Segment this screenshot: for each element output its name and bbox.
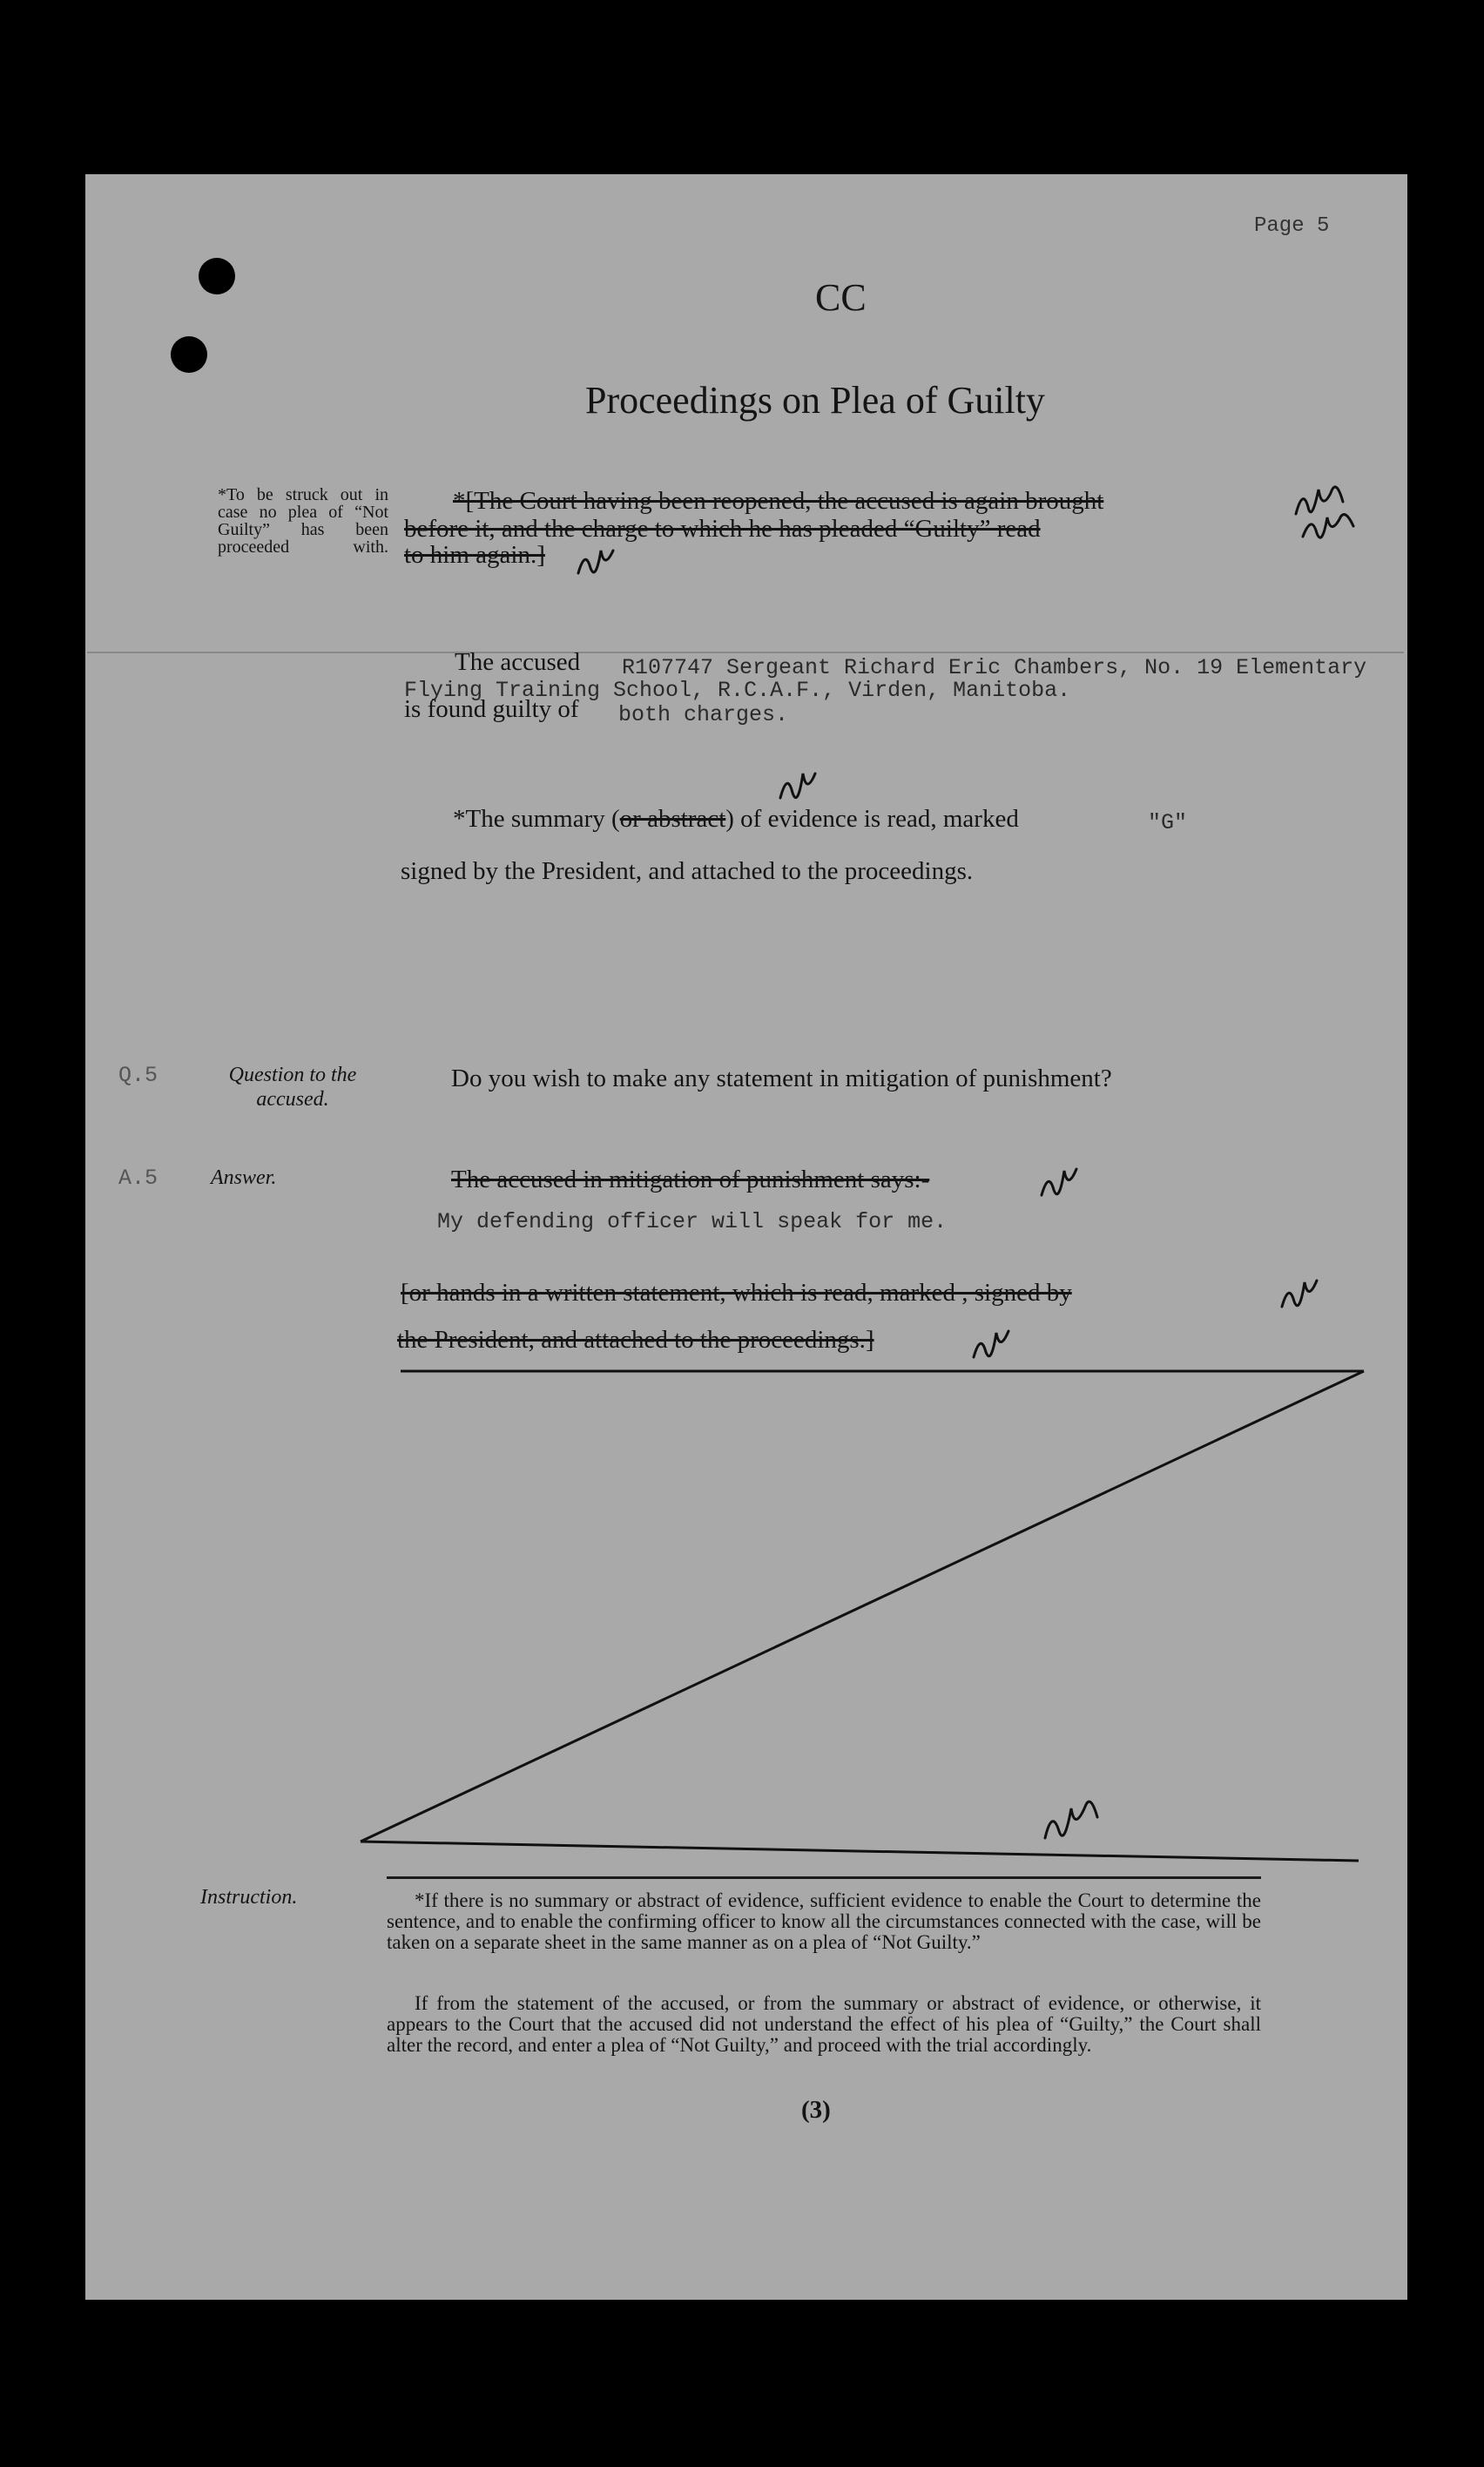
verdict-value: both charges. — [618, 702, 789, 727]
summary-mark: "G" — [1148, 810, 1188, 835]
instruction-paragraph-2: If from the statement of the accused, or from the summary or abstract of evidence, or otherwise, it appears to the Court that the accused did not understand the effect of his plea of “Guilty,” the Court shall alter the record, and enter a plea of “Not Guilty,” and proceed with the trial accordingly. — [387, 1992, 1261, 2056]
strike-off-diagonal — [361, 1371, 1364, 1842]
answer-number: A.5 — [118, 1166, 159, 1191]
finding-lead: The accused — [455, 648, 581, 676]
initials-proceedings — [974, 1331, 1008, 1357]
struck-written-statement-line-2: the President, and attached to the proceedings.] — [397, 1326, 874, 1354]
instruction-label: Instruction. — [200, 1886, 298, 1909]
strike-off-rule-bottom — [361, 1842, 1359, 1861]
accused-details-line-2: Flying Training School, R.C.A.F., Virden, Manitoba. — [404, 678, 1071, 703]
initials-written-statement — [1282, 1281, 1317, 1307]
summary-line-2: signed by the President, and attached to the proceedings. — [401, 857, 974, 885]
question-text: Do you wish to make any statement in mitigation of punishment? — [451, 1065, 1112, 1092]
margin-note: *To be struck out in case no plea of “Not Guilty” has been proceeded with. — [218, 485, 388, 557]
answer-label: Answer. — [211, 1166, 277, 1189]
struck-written-statement-line-1: [or hands in a written statement, which is read, marked , signed by — [401, 1279, 1072, 1307]
summary-text-after: ) of evidence is read, marked — [725, 805, 1019, 833]
summary-struck-abstract: or abstract — [619, 805, 726, 833]
summary-text-before: *The summary ( — [453, 805, 620, 833]
initials-summary — [780, 774, 815, 798]
instruction-paragraph-1: *If there is no summary or abstract of evidence, sufficient evidence to enable the Court to determine the sentence, and to enable the confirming officer to know all the circumstances connected with the case, will be taken on a separate sheet in the same manner as on a plea of “Not Guilty.” — [387, 1889, 1261, 1953]
initials-strike-off — [1045, 1801, 1097, 1838]
struck-reopening-line-1: *[The Court having been reopened, the accused is again brought — [453, 487, 1104, 515]
initials-reopening-3 — [578, 551, 613, 573]
question-label: Question to the accused. — [228, 1064, 357, 1111]
question-number: Q.5 — [118, 1063, 159, 1088]
struck-answer-prompt: The accused in mitigation of punishment says:- — [451, 1166, 930, 1193]
struck-reopening-line-2: before it, and the charge to which he has pleaded “Guilty” read — [404, 515, 1041, 543]
form-code: CC — [815, 276, 867, 319]
initials-answer-prompt — [1042, 1169, 1076, 1195]
accused-details-line-1: R107747 Sergeant Richard Eric Chambers, No. 19 Elementary — [622, 655, 1367, 680]
answer-response: My defending officer will speak for me. — [437, 1209, 948, 1234]
initials-reopening-2 — [1303, 515, 1353, 538]
page-title: Proceedings on Plea of Guilty — [585, 379, 1045, 422]
page-number: Page 5 — [1254, 214, 1330, 238]
instruction-divider — [387, 1876, 1261, 1879]
footer-page-number: (3) — [801, 2096, 831, 2124]
initials-reopening-1 — [1296, 487, 1343, 514]
struck-reopening-line-3: to him again.] — [404, 541, 545, 569]
found-guilty-label: is found guilty of — [404, 695, 579, 723]
